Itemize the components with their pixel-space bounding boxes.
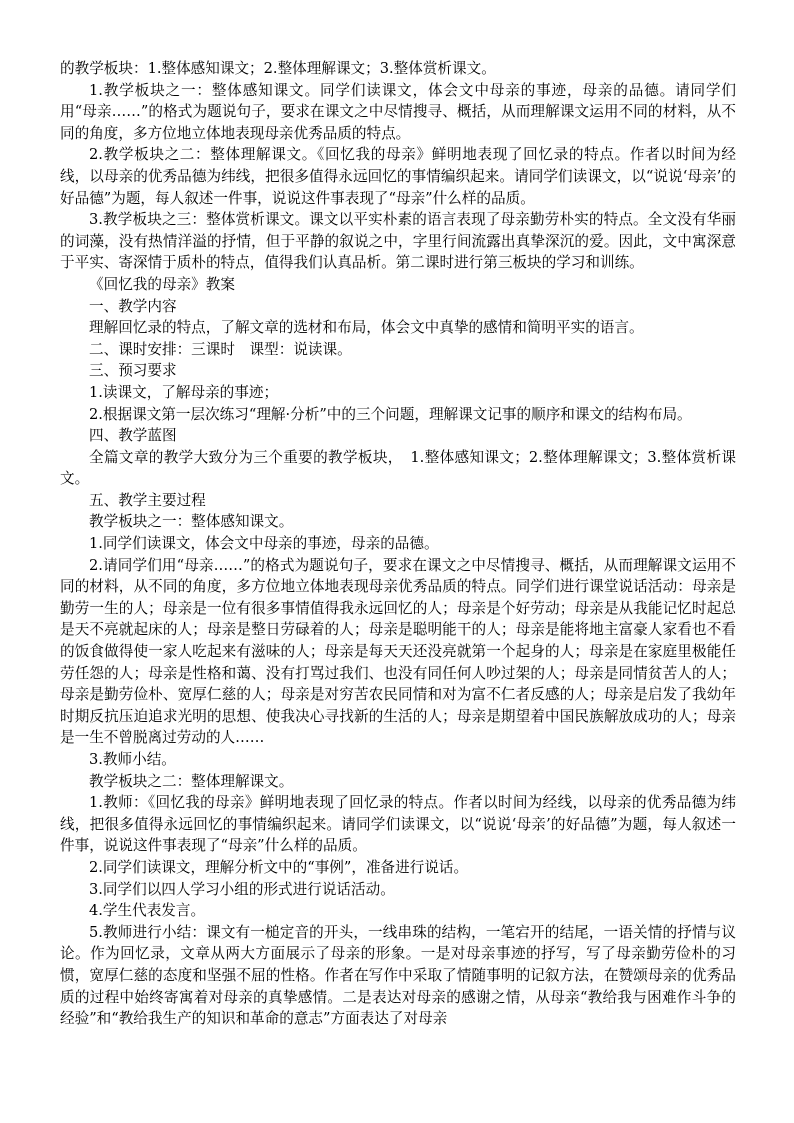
paragraph: 全篇文章的教学大致分为三个重要的教学板块， 1.整体感知课文；2.整体理解课文；3.整体赏析课文。 [60, 448, 736, 488]
paragraph: 3.教师小结。 [89, 751, 176, 768]
lesson-plan-title: 《回忆我的母亲》教案 [89, 275, 235, 293]
paragraph: 理解回忆录的特点，了解文章的选材和布局，体会文中真挚的感情和简明平实的语言。 [89, 319, 644, 337]
paragraph: 3.教学板块之三：整体赏析课文。课文以平实朴素的语言表现了母亲勤劳朴实的特点。全文没有华丽的词藻，没有热情洋溢的抒情，但于平静的叙说之中，字里行间流露出真挚深沉的爱。因此，文中寓深意于平实、寄深情于质朴的特点，值得我们认真品析。第二课时进行第三板块的学习和训练。 [60, 211, 736, 272]
section-heading: 一、教学内容 [89, 297, 177, 315]
section-heading: 五、教学主要过程 [89, 491, 206, 509]
paragraph: 1.同学们读课文，体会文中母亲的事迹，母亲的品德。 [89, 535, 439, 553]
paragraph: 1.教学板块之一：整体感知课文。同学们读课文，体会文中母亲的事迹，母亲的品德。请同学们用“母亲……”的格式为题说句子，要求在课文之中尽情搜寻、概括，从而理解课文运用不同的材料，从不同的角度，多方位地立体地表现母亲优秀品质的特点。 [60, 81, 736, 142]
paragraph: 的教学板块：1.整体感知课文；2.整体理解课文；3.整体赏析课文。 [60, 60, 496, 77]
document-page [60, 58, 736, 1030]
paragraph: 2.请同学们用“母亲……”的格式为题说句子，要求在课文之中尽情搜寻、概括，从而理解课文运用不同的材料，从不同的角度，多方位地立体地表现母亲优秀品质的特点。同学们进行课堂说话活动：母亲是勤劳一生的人；母亲是一位有很多事情值得我永远回忆的人；母亲是个好劳动；母亲是从我能记忆时起总是天不亮就起床的人；母亲是整日劳碌着的人；母亲是聪明能干的人；母亲是能将地主富豪人家看也不看的饭食做得使一家人吃起来有滋味的人；母亲是每天天还没亮就第一个起身的人；母亲是在家庭里极能任劳任怨的人；母亲是性格和蔼、没有打骂过我们、也没有同任何人吵过架的人；母亲是同情贫苦人的人；母亲是勤劳俭朴、宽厚仁慈的人；母亲是对穷苦农民同情和对为富不仁者反感的人；母亲是启发了我幼年时期反抗压迫追求光明的思想、使我决心寻找新的生活的人；母亲是期望着中国民族解放成功的人；母亲是一生不曾脱离过劳动的人…… [60, 556, 736, 747]
paragraph: 4.学生代表发言。 [89, 902, 206, 920]
section-heading: 四、教学蓝图 [89, 427, 177, 445]
paragraph: 2.教学板块之二：整体理解课文。《回忆我的母亲》鲜明地表现了回忆录的特点。作者以时间为经线，以母亲的优秀品德为纬线，把很多值得永远回忆的事情编织起来。请同学们读课文，以“说说‘母亲’的好品德”为题，每人叙述一件事，说说这件事表现了“母亲”什么样的品质。 [60, 146, 736, 207]
paragraph: 5.教师进行小结：课文有一槌定音的开头，一线串珠的结构，一笔宕开的结尾，一语关情的抒情与议论。作为回忆录，文章从两大方面展示了母亲的形象。一是对母亲事迹的抒写，写了母亲勤劳俭朴的习惯，宽厚仁慈的态度和坚强不屈的性格。作者在写作中采取了情随事明的记叙方法，在赞颂母亲的优秀品质的过程中始终寄寓着对母亲的真挚感情。二是表达对母亲的感谢之情，从母亲“教给我与困难作斗争的经验”和“教给我生产的知识和革命的意志”方面表达了对母亲 [60, 923, 736, 1028]
subsection-heading: 教学板块之一：整体感知课文。 [89, 513, 294, 531]
subsection-heading: 教学板块之二：整体理解课文。 [89, 772, 294, 790]
paragraph: 1.教师：《回忆我的母亲》鲜明地表现了回忆录的特点。作者以时间为经线，以母亲的优秀品德为纬线，把很多值得永远回忆的事情编织起来。请同学们读课文，以“说说‘母亲’的好品德”为题，每人叙述一件事，说说这件事表现了“母亲”什么样的品质。 [60, 794, 736, 855]
paragraph: 2.根据课文第一层次练习“理解·分析”中的三个问题，理解课文记事的顺序和课文的结构布局。 [89, 405, 692, 423]
section-heading: 二、课时安排：三课时 课型：说读课。 [89, 340, 352, 358]
paragraph: 2.同学们读课文，理解分析文中的“事例”，准备进行说话。 [89, 858, 469, 876]
paragraph: 3.同学们以四人学习小组的形式进行说话活动。 [89, 880, 395, 898]
paragraph: 1.读课文，了解母亲的事迹； [89, 383, 279, 401]
section-heading: 三、预习要求 [89, 362, 177, 380]
